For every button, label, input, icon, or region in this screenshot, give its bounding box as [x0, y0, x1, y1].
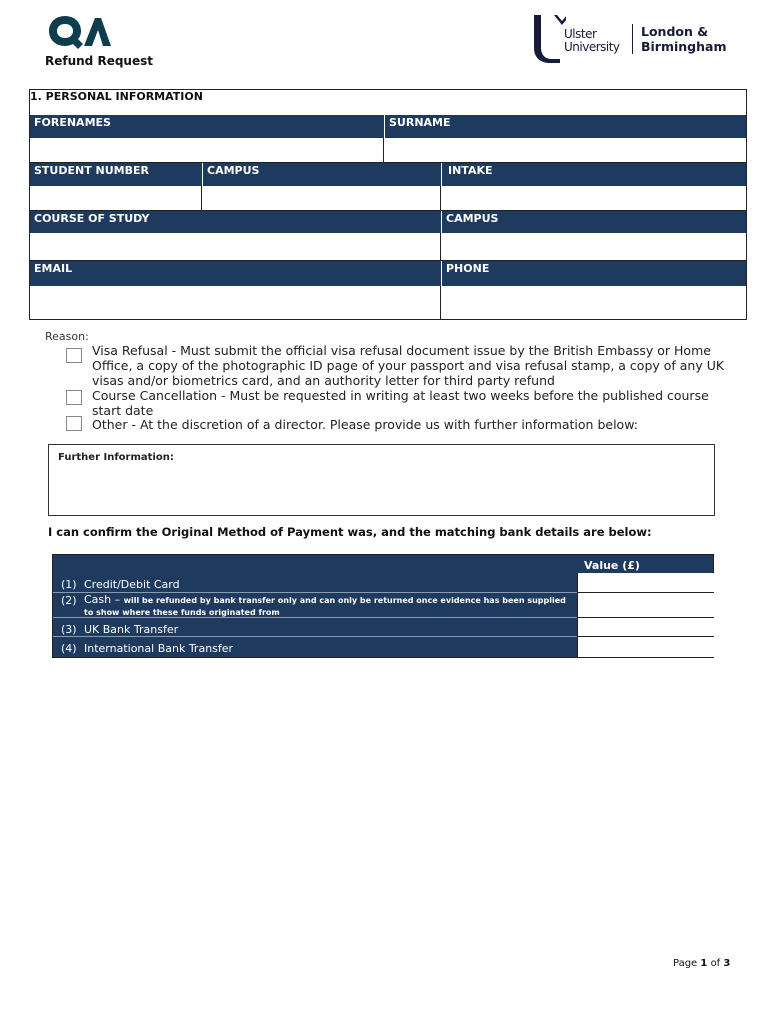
uk-transfer-value-field[interactable] — [577, 618, 714, 637]
course-cancellation-checkbox[interactable] — [66, 390, 82, 405]
logo-divider — [632, 24, 633, 54]
payment-row-label: Cash – — [84, 593, 121, 606]
international-transfer-value-field[interactable] — [577, 637, 714, 657]
page-word: Page — [673, 958, 698, 969]
payment-row-label: International Bank Transfer — [84, 642, 234, 655]
university-word: University — [564, 40, 620, 54]
campus-label-1: CAMPUS — [202, 163, 441, 186]
payment-header-row — [53, 555, 713, 573]
campus-field-2[interactable] — [441, 233, 746, 261]
forenames-field[interactable] — [30, 138, 384, 163]
page-current: 1 — [700, 958, 708, 969]
cash-note: will be refunded by bank transfer only and can only be returned once evidence has been supplied to show where these funds originated from — [84, 596, 566, 617]
visa-refusal-text: Visa Refusal - Must submit the official visa refusal document issue by the British Embassy or Home Office, a copy of the photographic ID page of your passport and visa refusal stamp, a copy of any UK visas and/or biometrics card, and an authority letter for third party refund — [92, 343, 725, 388]
campus-label-2: CAMPUS — [441, 211, 746, 233]
other-text: Other - At the discretion of a director. Please provide us with further information below: — [92, 417, 638, 432]
payment-confirm-text: I can confirm the Original Method of Payment was, and the matching bank details are below: — [48, 525, 652, 539]
course-cancellation-text: Course Cancellation - Must be requested in writing at least two weeks before the published course start date — [92, 388, 709, 418]
intake-field[interactable] — [441, 186, 746, 211]
payment-row — [53, 618, 577, 637]
payment-row-number: (2) — [61, 594, 77, 607]
page-number — [673, 958, 730, 969]
personal-info-table — [29, 89, 747, 320]
surname-label: SURNAME — [384, 115, 746, 138]
student-number-label: STUDENT NUMBER — [30, 163, 202, 186]
personal-info-title: 1. PERSONAL INFORMATION — [30, 90, 203, 103]
payment-row-number: (4) — [61, 642, 77, 655]
credit-card-value-field[interactable] — [577, 573, 714, 593]
course-field[interactable] — [30, 233, 441, 261]
payment-row — [53, 593, 577, 618]
payment-row-number: (1) — [61, 578, 77, 591]
course-label: COURSE OF STUDY — [30, 211, 441, 233]
payment-row-label: UK Bank Transfer — [84, 623, 179, 636]
city-line-1: London & — [641, 24, 709, 39]
ulster-logo-icon — [530, 12, 740, 66]
payment-row — [53, 573, 577, 593]
student-number-field[interactable] — [30, 186, 202, 211]
email-field[interactable] — [30, 286, 441, 319]
payment-row — [53, 637, 577, 657]
further-information-box[interactable] — [48, 444, 715, 516]
campus-field-1[interactable] — [202, 186, 441, 211]
phone-field[interactable] — [441, 286, 746, 319]
value-header: Value (£) — [584, 559, 640, 572]
ulster-word: Ulster — [564, 27, 597, 41]
surname-field[interactable] — [384, 138, 746, 163]
qa-logo-icon — [49, 14, 111, 54]
payment-row-number: (3) — [61, 623, 77, 636]
further-information-label: Further Information: — [58, 452, 174, 463]
other-checkbox[interactable] — [66, 416, 82, 431]
email-label: EMAIL — [30, 261, 441, 286]
page-total: 3 — [723, 958, 731, 969]
phone-label: PHONE — [441, 261, 746, 286]
reason-label: Reason: — [45, 330, 89, 343]
cash-value-field[interactable] — [577, 593, 714, 618]
forenames-label: FORENAMES — [30, 115, 384, 138]
payment-row-label: Credit/Debit Card — [84, 578, 180, 591]
visa-refusal-checkbox[interactable] — [66, 348, 82, 363]
intake-label: INTAKE — [441, 163, 746, 186]
document-title: Refund Request — [45, 54, 153, 68]
payment-table — [52, 554, 714, 658]
city-line-2: Birmingham — [641, 39, 727, 54]
of-word: of — [710, 958, 721, 969]
